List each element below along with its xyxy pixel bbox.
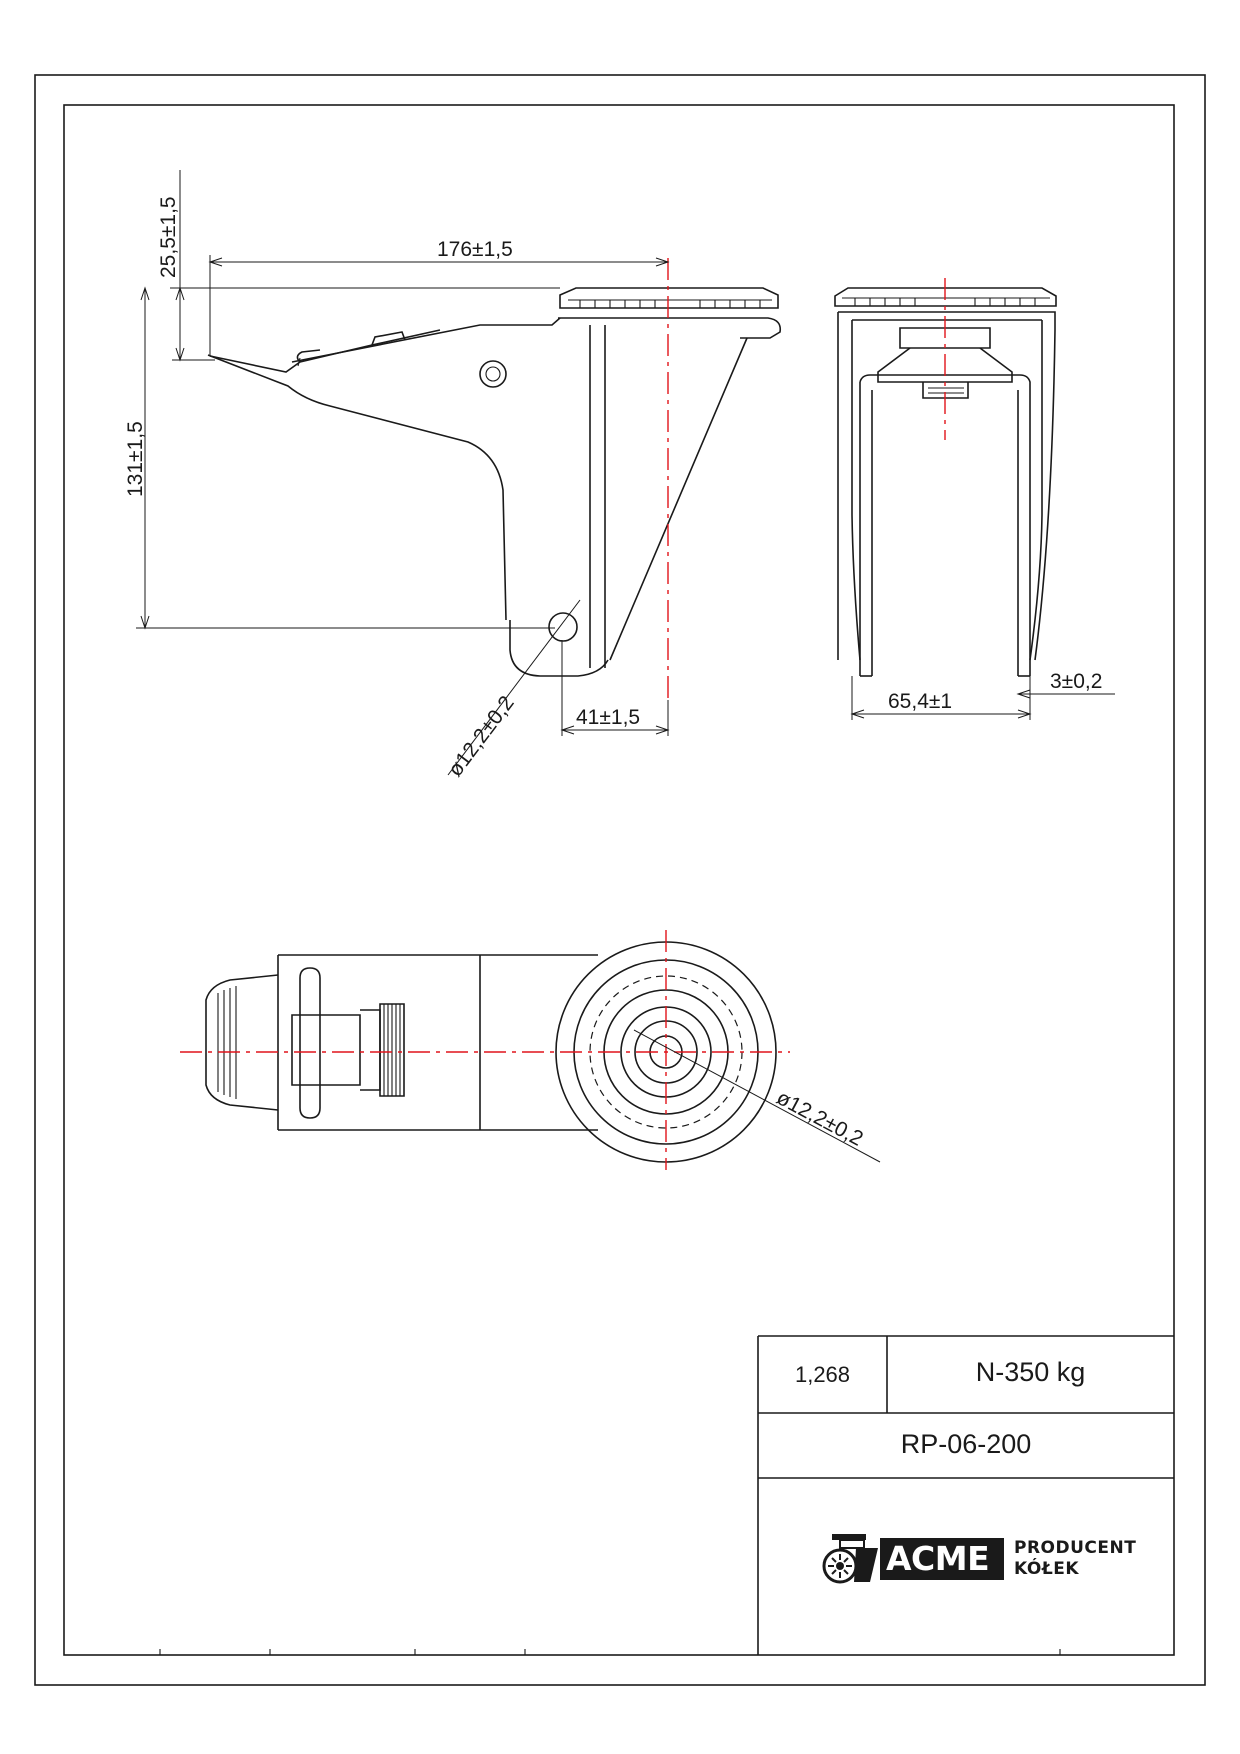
dim-height-total: 131±1,5 [124,421,147,497]
front-view [835,278,1115,720]
dim-hole-top: ø12,2±0,2 [772,1086,867,1151]
logo-brand: ACME [886,1539,990,1578]
dim-length-total: 176±1,5 [437,238,513,261]
acme-logo [818,1530,1138,1588]
dim-height-top: 25,5±1,5 [157,196,180,278]
load-rating: N-350 kg [975,1357,1086,1387]
logo-line1: PRODUCENT [1014,1538,1137,1558]
dim-plate-thickness: 3±0,2 [1050,670,1103,693]
logo-line2: KÓŁEK [1014,1559,1080,1579]
part-number: RP-06-200 [900,1429,1032,1459]
side-view [124,170,780,781]
weight-value: 1,268 [794,1362,851,1387]
inner-frame [64,105,1174,1655]
top-view [180,930,880,1170]
dim-hole-side: ø12,2±0,2 [443,691,519,782]
dim-offset: 41±1,5 [576,706,641,729]
dim-width-inner: 65,4±1 [888,690,953,713]
